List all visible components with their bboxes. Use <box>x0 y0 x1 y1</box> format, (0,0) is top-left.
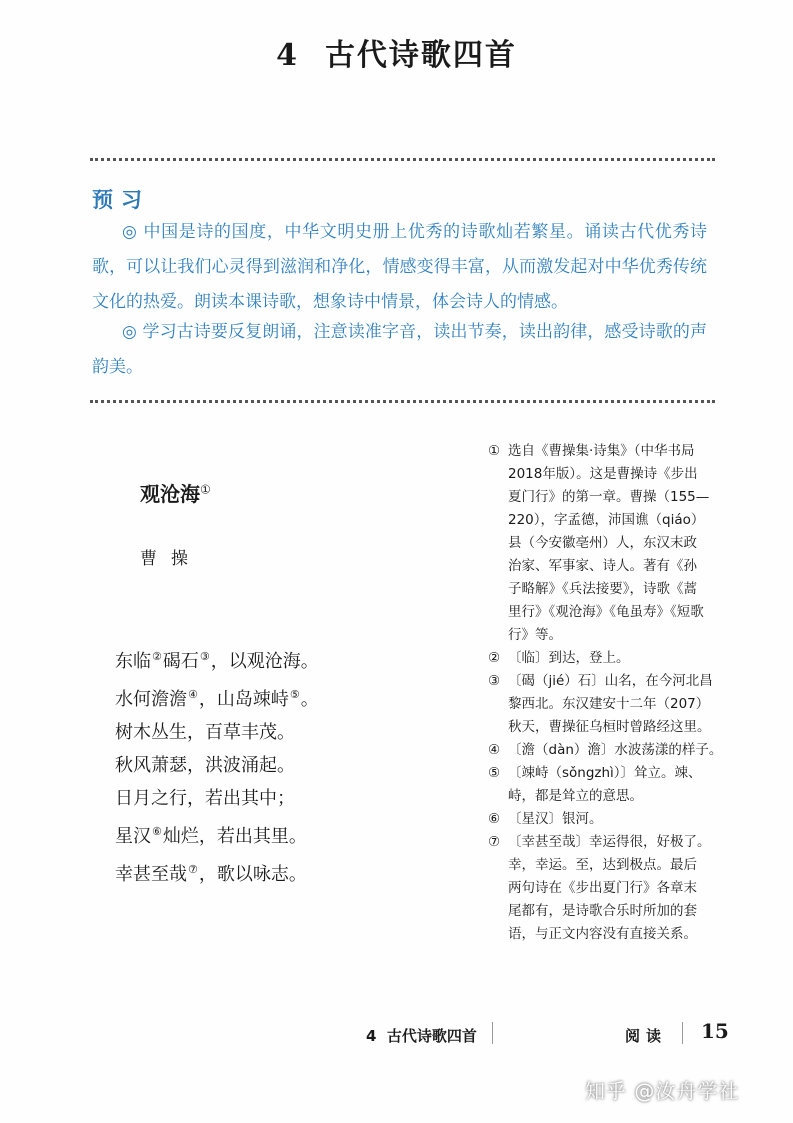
footnote-line <box>488 854 738 877</box>
footnote-text: 选自《曹操集·诗集》（中华书局 <box>508 443 695 459</box>
footnote-number: ① <box>488 443 501 459</box>
footnote-first-line <box>488 831 738 854</box>
footnote-text: 峙，都是耸立的意思。 <box>508 788 643 804</box>
watermark: 知乎 @汝舟学社 <box>585 1079 740 1103</box>
footnote-text: 秋天，曹操征乌桓时曾路经这里。 <box>508 719 711 735</box>
footnote-line <box>488 877 738 900</box>
preview-paragraph-2: ◎ 学习古诗要反复朗诵，注意读准字音，读出节奏，读出韵律，感受诗歌的声韵美。 <box>92 322 707 377</box>
poem-text: 星汉 <box>115 826 151 847</box>
footnote <box>488 762 738 808</box>
poem-text: 东临 <box>115 651 151 672</box>
footnote-line <box>488 555 738 578</box>
footnote <box>488 440 738 647</box>
footnote-text: 〔澹（dàn）澹〕水波荡漾的样子。 <box>508 742 723 758</box>
footnote-text: 〔竦峙（sǒngzhì）〕耸立。竦、 <box>508 765 702 781</box>
footnote-marker[interactable]: ④ <box>188 688 198 701</box>
footnote-text: 语，与正文内容没有直接关系。 <box>508 926 697 942</box>
chapter-title <box>0 30 793 74</box>
footnote-first-line <box>488 647 738 670</box>
footer-separator <box>492 1022 493 1044</box>
footnote-number: ④ <box>488 742 501 758</box>
preview-paragraph-1: ◎ 中国是诗的国度，中华文明史册上优秀的诗歌灿若繁星。诵读古代优秀诗歌，可以让我们心灵得到滋润和净化，情感变得丰富，从而激发起对中华优秀传统文化的热爱。朗读本课诗歌，想象诗中情景，体会诗人的情感。 <box>92 222 707 312</box>
footnote-text: 220），字孟德，沛国谯（qiáo） <box>508 512 705 528</box>
footnote-line <box>488 578 738 601</box>
footnote-text: 子略解》《兵法接要》，诗歌《蒿 <box>508 581 697 597</box>
footnote-text: 夏门行》的第一章。曹操（155— <box>508 489 710 505</box>
divider-top <box>90 158 715 161</box>
footnote-text: 〔临〕到达，登上。 <box>508 650 630 666</box>
preview-heading: 预习 <box>92 187 150 212</box>
footnote <box>488 739 738 762</box>
footnote-line <box>488 486 738 509</box>
poem-line <box>115 678 319 716</box>
footnote-text: 〔碣（jié）石〕山名，在今河北昌 <box>508 673 713 689</box>
footnote-marker[interactable]: ③ <box>199 650 210 663</box>
footnote-first-line <box>488 762 738 785</box>
chapter-number: 4 <box>276 38 299 73</box>
footer-separator <box>682 1022 683 1044</box>
poem-text: ，山岛竦峙 <box>198 689 289 710</box>
footnote-text: 2018年版）。这是曹操诗《步出 <box>508 466 698 482</box>
poem-title <box>140 478 211 507</box>
poem-line <box>115 749 319 782</box>
footnote-marker[interactable]: ② <box>152 650 162 663</box>
poem-line <box>115 815 319 853</box>
poem-author: 曹操 <box>140 549 202 569</box>
poem-text: ，歌以咏志。 <box>198 864 307 885</box>
footnote-line <box>488 624 738 647</box>
poem-text: 水何澹澹 <box>115 689 187 710</box>
footnote-line <box>488 716 738 739</box>
footnote-line <box>488 900 738 923</box>
footnote-first-line <box>488 440 738 463</box>
footnote-text: 〔星汉〕银河。 <box>508 811 603 827</box>
poem-title-note-marker[interactable]: ① <box>200 482 211 497</box>
footnote-text: 〔幸甚至哉〕幸运得很，好极了。 <box>508 834 711 850</box>
footnote-line <box>488 923 738 946</box>
poem-text: 树木丛生，百草丰茂。 <box>115 722 295 743</box>
poem-title-text: 观沧海 <box>140 482 200 506</box>
footnote <box>488 808 738 831</box>
footnote-text: 幸，幸运。至，达到极点。最后 <box>508 857 697 873</box>
footnote-text: 两句诗在《步出夏门行》各章末 <box>508 880 697 896</box>
page-number: 15 <box>701 1019 729 1043</box>
footnote-number: ③ <box>488 673 501 689</box>
footnote-first-line <box>488 670 738 693</box>
footnote <box>488 670 738 739</box>
footnote-line <box>488 532 738 555</box>
footnote-number: ⑥ <box>488 811 501 827</box>
poem-line <box>115 782 319 815</box>
footnote <box>488 647 738 670</box>
footnote-text: 治家、军事家、诗人。著有《孙 <box>508 558 697 574</box>
footnote-text: 里行》《观沧海》《龟虽寿》《短歌 <box>508 604 704 620</box>
footnote-number: ② <box>488 650 501 666</box>
footnote-text: 行》等。 <box>508 627 562 643</box>
footnotes <box>488 440 738 946</box>
footnote-number: ⑦ <box>488 834 501 850</box>
poem-text: 。 <box>300 689 319 710</box>
poem-text: ，以观沧海。 <box>210 651 319 672</box>
footnote <box>488 831 738 946</box>
divider-bottom <box>90 400 715 403</box>
poem-text: 秋风萧瑟，洪波涌起。 <box>115 755 295 776</box>
footnote-marker[interactable]: ⑥ <box>152 825 162 838</box>
poem-line <box>115 716 319 749</box>
poem-text: 灿烂，若出其里。 <box>162 826 307 847</box>
footnote-text: 县（今安徽亳州）人，东汉末政 <box>508 535 697 551</box>
footnote-text: 尾都有，是诗歌合乐时所加的套 <box>508 903 697 919</box>
footnote-first-line <box>488 808 738 831</box>
footnote-line <box>488 693 738 716</box>
poem-text: 幸甚至哉 <box>115 864 187 885</box>
footnote-first-line <box>488 739 738 762</box>
poem-text: 日月之行，若出其中； <box>115 788 295 809</box>
poem-text: 碣石 <box>162 651 199 672</box>
footnote-line <box>488 509 738 532</box>
footnote-text: 黎西北。东汉建安十二年（207） <box>508 696 710 712</box>
footnote-line <box>488 463 738 486</box>
chapter-name: 古代诗歌四首 <box>324 38 517 73</box>
footer-section: 阅读 <box>625 1027 668 1045</box>
poem-line <box>115 853 319 891</box>
footnote-line <box>488 785 738 808</box>
footnote-marker[interactable]: ⑤ <box>289 688 300 701</box>
footnote-line <box>488 601 738 624</box>
footnote-marker[interactable]: ⑦ <box>188 863 198 876</box>
poem-body <box>115 640 319 891</box>
footnote-number: ⑤ <box>488 765 501 781</box>
footer-chapter: 4 古代诗歌四首 <box>366 1027 477 1045</box>
poem-line <box>115 640 319 678</box>
